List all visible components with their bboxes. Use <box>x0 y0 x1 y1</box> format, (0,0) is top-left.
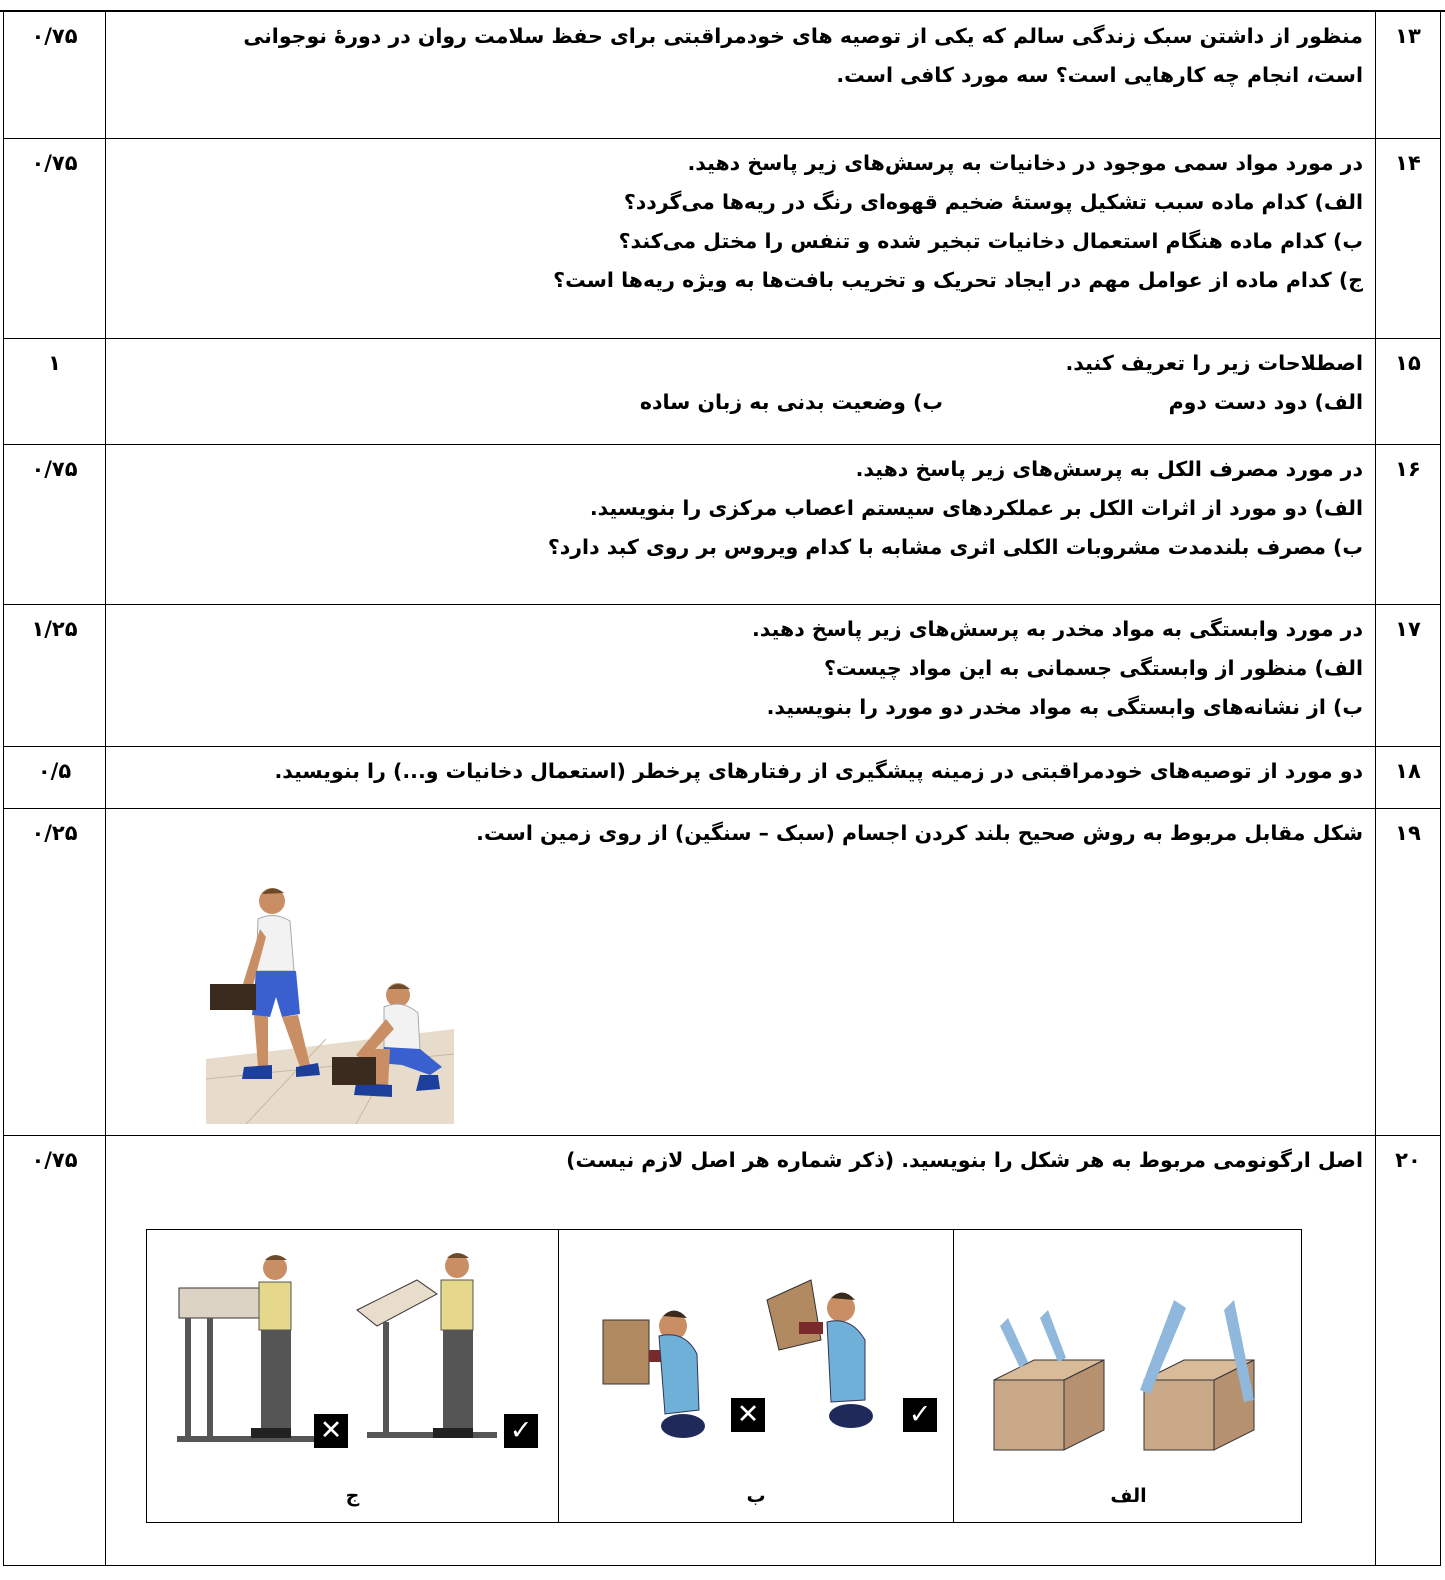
question-row-13 <box>4 12 1441 139</box>
term-item: ب) وضعیت بدنی به زبان ساده <box>639 390 943 414</box>
question-line: الف) کدام ماده سبب تشکیل پوستۀ ضخیم قهوه‌ای رنگ در ریه‌ها می‌گردد؟ <box>623 190 1363 214</box>
term-item: الف) دود دست دوم <box>1168 390 1363 414</box>
check-mark-icon: ✓ <box>504 1414 538 1448</box>
question-line: دو مورد از توصیه‌های خودمراقبتی در زمینه پیشگیری از رفتارهای پرخطر (استعمال دخانیات و...) را بنویسید. <box>274 759 1363 783</box>
cross-mark-icon: ✕ <box>314 1414 348 1448</box>
question-line: ج) کدام ماده از عوامل مهم در ایجاد تحریک و تخریب بافت‌ها به ویژه ریه‌ها است؟ <box>553 268 1363 292</box>
question-row-17 <box>4 605 1441 747</box>
question-line: منظور از داشتن سبک زندگی سالم که یکی از توصیه های خودمراقبتی برای حفظ سلامت روان در دورۀ نوجوانی <box>243 24 1363 48</box>
score-cell: ۰/۵ <box>4 747 106 809</box>
question-row-16 <box>4 445 1441 605</box>
question-line: در مورد مصرف الکل به پرسش‌های زیر پاسخ دهید. <box>855 457 1363 481</box>
question-text <box>106 339 1376 445</box>
figure-label: الف <box>1110 1485 1147 1507</box>
question-line: در مورد مواد سمی موجود در دخانیات به پرسش‌های زیر پاسخ دهید. <box>687 151 1363 175</box>
score-cell: ۰/۷۵ <box>4 1136 106 1566</box>
question-row-14 <box>4 139 1441 339</box>
question-row-15 <box>4 339 1441 445</box>
question-text <box>106 1136 1376 1566</box>
question-number: ۱۶ <box>1376 445 1441 605</box>
term-list <box>114 383 1363 422</box>
question-line: در مورد وابستگی به مواد مخدر به پرسش‌های زیر پاسخ دهید. <box>752 617 1363 641</box>
question-text <box>106 12 1376 139</box>
box-lifting-image <box>954 1230 1303 1480</box>
question-row-19 <box>4 809 1441 1136</box>
exam-table <box>3 11 1441 1566</box>
question-text <box>106 747 1376 809</box>
seated-desk-image <box>559 1230 953 1480</box>
score-cell: ۰/۷۵ <box>4 139 106 339</box>
question-number: ۲۰ <box>1376 1136 1441 1566</box>
question-number: ۱۵ <box>1376 339 1441 445</box>
cross-mark-icon: ✕ <box>731 1398 765 1432</box>
score-cell: ۰/۲۵ <box>4 809 106 1136</box>
question-text <box>106 139 1376 339</box>
question-line: الف) دو مورد از اثرات الکل بر عملکردهای سیستم اعصاب مرکزی را بنویسید. <box>589 496 1363 520</box>
score-cell: ۰/۷۵ <box>4 445 106 605</box>
score-cell: ۰/۷۵ <box>4 12 106 139</box>
question-line: الف) منظور از وابستگی جسمانی به این مواد چیست؟ <box>824 656 1363 680</box>
ergonomics-figure-table <box>146 1229 1302 1523</box>
question-row-18 <box>4 747 1441 809</box>
lifting-posture-image <box>206 879 454 1124</box>
question-row-20 <box>4 1136 1441 1566</box>
question-number: ۱۷ <box>1376 605 1441 747</box>
question-number: ۱۹ <box>1376 809 1441 1136</box>
question-number: ۱۴ <box>1376 139 1441 339</box>
figure-label: ج <box>345 1485 360 1507</box>
score-cell: ۱/۲۵ <box>4 605 106 747</box>
question-line: اصل ارگونومی مربوط به هر شکل را بنویسید. (ذکر شماره هر اصل لازم نیست) <box>566 1148 1363 1172</box>
check-mark-icon: ✓ <box>903 1398 937 1432</box>
question-text <box>106 809 1376 1136</box>
question-line: شکل مقابل مربوط به روش صحیح بلند کردن اجسام (سبک – سنگین) از روی زمین است. <box>476 821 1363 845</box>
figure-cell-c <box>147 1230 558 1522</box>
figure-cell-b <box>558 1230 953 1522</box>
question-line: ب) کدام ماده هنگام استعمال دخانیات تبخیر شده و تنفس را مختل می‌کند؟ <box>618 229 1363 253</box>
question-text <box>106 445 1376 605</box>
question-line: ب) از نشانه‌های وابستگی به مواد مخدر دو مورد را بنویسید. <box>766 695 1363 719</box>
question-line: ب) مصرف بلندمدت مشروبات الکلی اثری مشابه با کدام ویروس بر روی کبد دارد؟ <box>547 535 1363 559</box>
score-cell: ۱ <box>4 339 106 445</box>
question-number: ۱۸ <box>1376 747 1441 809</box>
question-number: ۱۳ <box>1376 12 1441 139</box>
question-text <box>106 605 1376 747</box>
figure-cell-a <box>953 1230 1303 1522</box>
standing-desk-image <box>147 1230 558 1480</box>
question-line: اصطلاحات زیر را تعریف کنید. <box>1065 351 1363 375</box>
figure-label: ب <box>746 1485 766 1507</box>
question-line: است، انجام چه کارهایی است؟ سه مورد کافی است. <box>836 63 1363 87</box>
